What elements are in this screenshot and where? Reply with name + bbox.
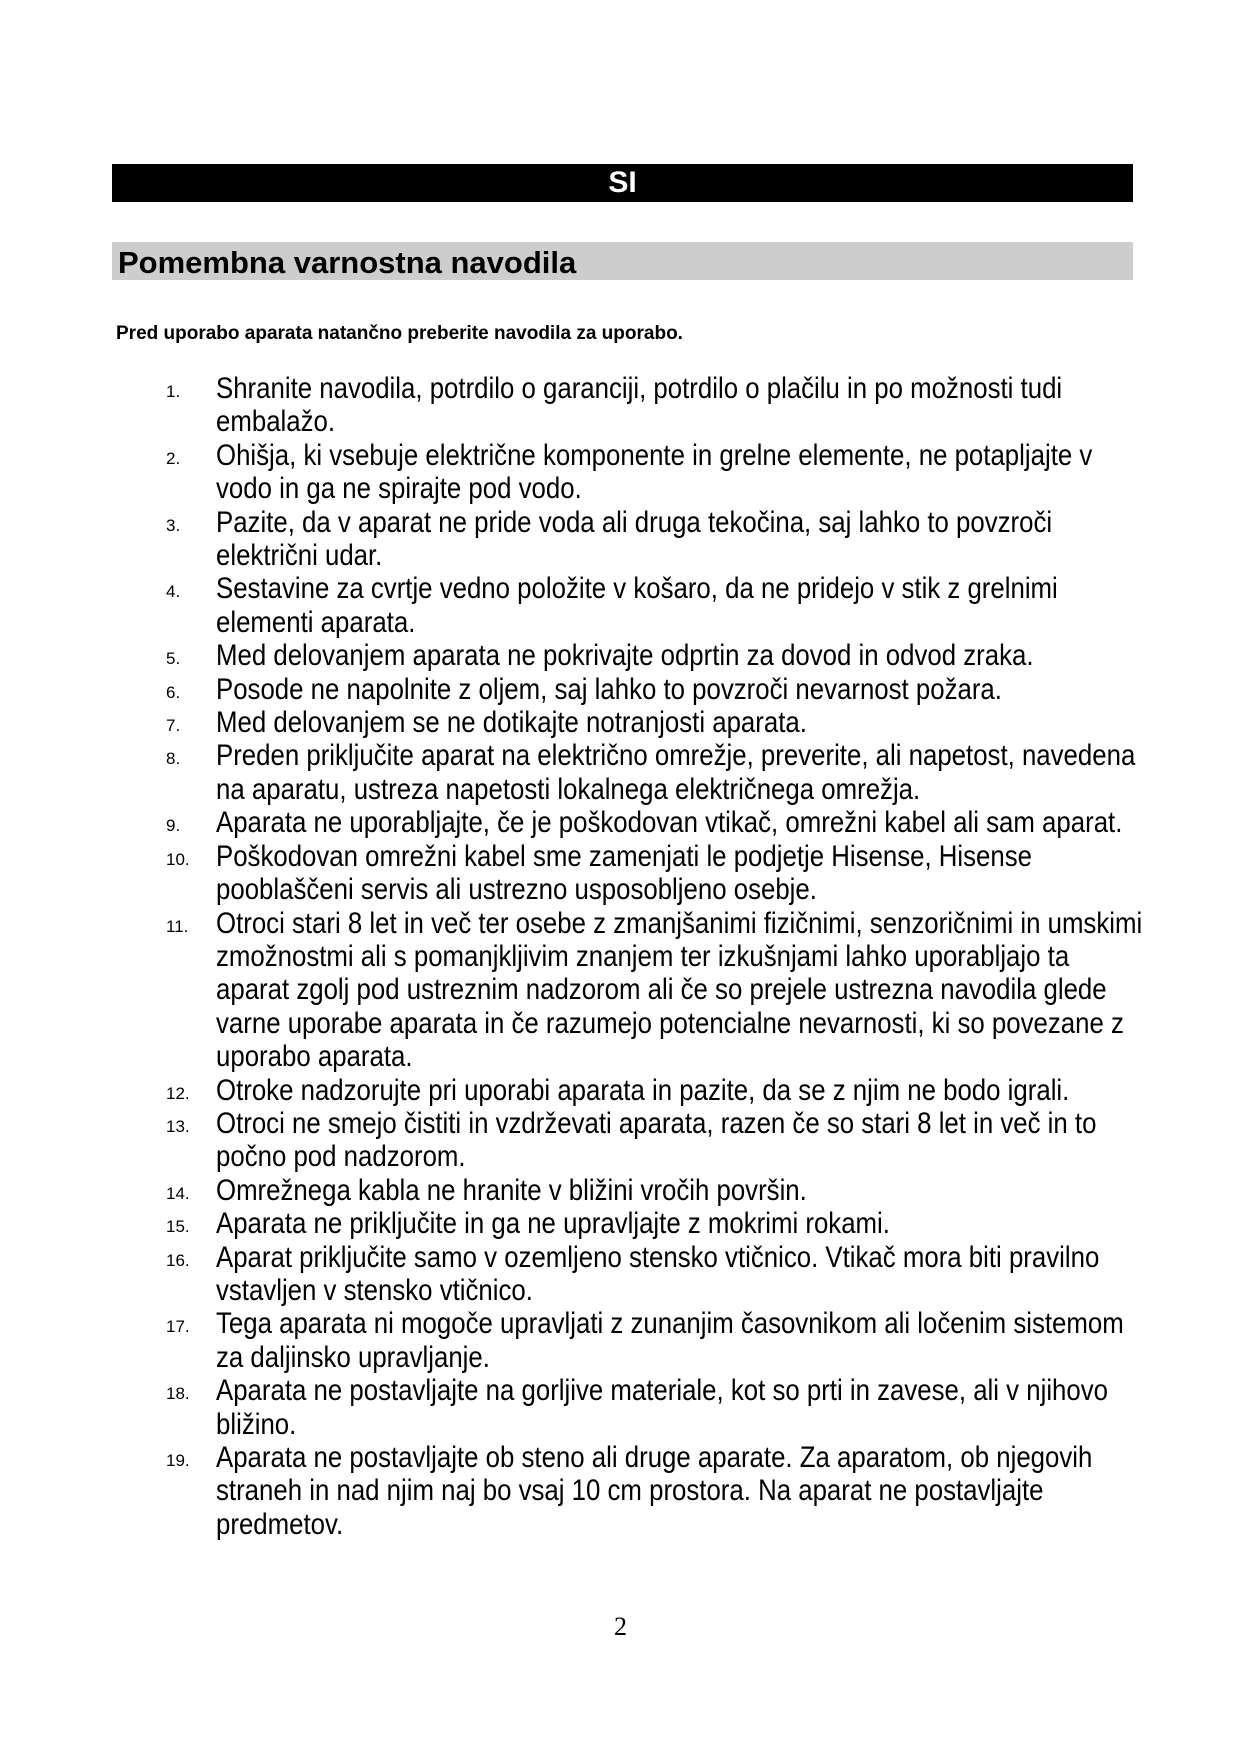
item-text: Otroci stari 8 let in več ter osebe z zmanjšanimi fizičnimi, senzoričnimi in umskimi zmožnostmi ali s pomanjkljivim znanjem ter izkušnjami lahko uporabljajo ta aparat zgolj pod ustreznim nadzorom ali če so prejele ustrezna navodila glede varne uporabe aparata in če razumejo potencialne nevarnosti, ki so povezane z uporabo aparata.	[216, 906, 1143, 1074]
item-text: Poškodovan omrežni kabel sme zamenjati le podjetje Hisense, Hisense pooblaščeni servis ali ustrezno usposobljeno osebje.	[216, 839, 1032, 907]
item-text: Med delovanjem se ne dotikajte notranjosti aparata.	[216, 706, 807, 740]
item-number: 12.	[166, 1083, 190, 1103]
list-item	[0, 739, 1241, 806]
language-header-bar: SI	[112, 164, 1133, 202]
item-text: Otroci ne smejo čistiti in vzdrževati aparata, razen če so stari 8 let in več in to počno pod nadzorom.	[216, 1106, 1097, 1174]
list-item	[0, 1374, 1241, 1441]
list-item	[0, 1174, 1241, 1207]
item-text: Aparata ne postavljajte ob steno ali druge aparate. Za aparatom, ob njegovih straneh in nad njim naj bo vsaj 10 cm prostora. Na aparat ne postavljajte predmetov.	[216, 1441, 1093, 1541]
list-item	[0, 806, 1241, 839]
item-text: Tega aparata ni mogoče upravljati z zunanjim časovnikom ali ločenim sistemom za daljinsko upravljanje.	[216, 1307, 1124, 1374]
section-title: Pomembna varnostna navodila	[118, 245, 577, 280]
item-number: 13.	[166, 1116, 190, 1136]
item-number: 10.	[166, 849, 190, 869]
list-item	[0, 706, 1241, 739]
list-item	[0, 639, 1241, 672]
list-item	[0, 1207, 1241, 1240]
item-number: 4.	[166, 582, 181, 602]
item-text: Aparata ne priključite in ga ne upravljajte z mokrimi rokami.	[216, 1207, 890, 1241]
item-text: Aparata ne uporabljajte, če je poškodovan vtikač, omrežni kabel ali sam aparat.	[216, 806, 1123, 840]
list-item	[0, 1074, 1241, 1107]
item-text: Pazite, da v aparat ne pride voda ali druga tekočina, saj lahko to povzroči električni udar.	[216, 505, 1053, 573]
item-text: Preden priključite aparat na električno omrežje, preverite, ali napetost, navedena na aparatu, ustreza napetosti lokalnega električnega omrežja.	[216, 739, 1136, 806]
item-number: 3.	[166, 515, 181, 535]
item-text: Shranite navodila, potrdilo o garanciji, potrdilo o plačilu in po možnosti tudi embalažo.	[216, 372, 1063, 439]
item-number: 9.	[166, 816, 181, 836]
list-item	[0, 572, 1241, 639]
item-text: Ohišja, ki vsebuje električne komponente in grelne elemente, ne potapljajte v vodo in ga ne spirajte pod vodo.	[216, 438, 1093, 506]
intro-text: Pred uporabo aparata natančno preberite navodila za uporabo.	[116, 323, 683, 344]
list-item	[0, 1107, 1241, 1174]
list-item	[0, 907, 1241, 1074]
item-text: Aparat priključite samo v ozemljeno stensko vtičnico. Vtikač mora biti pravilno vstavljen v stensko vtičnico.	[216, 1240, 1100, 1307]
item-number: 7.	[166, 716, 181, 736]
list-item	[0, 1441, 1241, 1541]
item-number: 16.	[166, 1250, 190, 1270]
list-item	[0, 506, 1241, 573]
list-item	[0, 1307, 1241, 1374]
page-number: 2	[614, 1612, 627, 1641]
safety-instructions-list	[0, 372, 1241, 1541]
item-number: 14.	[166, 1183, 190, 1203]
item-text: Aparata ne postavljajte na gorljive materiale, kot so prti in zavese, ali v njihovo bližino.	[216, 1374, 1109, 1441]
list-item	[0, 439, 1241, 506]
item-number: 17.	[166, 1317, 190, 1337]
list-item	[0, 372, 1241, 439]
item-number: 2.	[166, 448, 181, 468]
item-text: Otroke nadzorujte pri uporabi aparata in pazite, da se z njim ne bodo igrali.	[216, 1073, 1070, 1107]
item-number: 11.	[166, 916, 189, 936]
list-item	[0, 1241, 1241, 1308]
item-text: Omrežnega kabla ne hranite v bližini vročih površin.	[216, 1173, 807, 1207]
list-item	[0, 673, 1241, 706]
item-number: 8.	[166, 749, 181, 769]
item-number: 1.	[166, 382, 181, 401]
section-heading-bar	[112, 242, 1133, 280]
item-number: 19.	[166, 1451, 190, 1470]
item-number: 18.	[166, 1384, 190, 1404]
item-number: 5.	[166, 649, 181, 669]
item-number: 15.	[166, 1217, 190, 1237]
item-text: Posode ne napolnite z oljem, saj lahko to povzroči nevarnost požara.	[216, 672, 1002, 706]
item-number: 6.	[166, 682, 181, 702]
item-text: Sestavine za cvrtje vedno položite v košaro, da ne pridejo v stik z grelnimi elementi aparata.	[216, 572, 1058, 639]
item-text: Med delovanjem aparata ne pokrivajte odprtin za dovod in odvod zraka.	[216, 639, 1034, 673]
list-item	[0, 840, 1241, 907]
